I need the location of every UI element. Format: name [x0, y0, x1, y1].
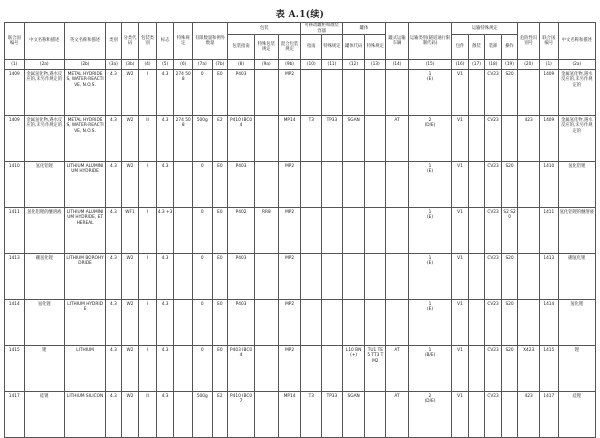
transport-category-cell	[408, 162, 451, 208]
ts-packages-cell: V1	[452, 392, 469, 438]
special-provisions-cell: 274 508	[174, 116, 193, 162]
transport-category-cell	[408, 208, 451, 254]
header-labels: 标志	[156, 23, 174, 60]
tunnel-code-value: (E)	[427, 261, 434, 267]
cn-name-2-cell: 氢化铝锂的醚溶液	[558, 208, 595, 254]
col-num: (6)	[174, 60, 193, 70]
hazard-id-cell	[518, 162, 540, 208]
un-no-cell: 1414	[5, 300, 25, 346]
header-pkg-instructions: 包装指南	[228, 35, 255, 60]
transport-category-cell	[408, 346, 451, 392]
class-cell: 4.3	[106, 162, 121, 208]
transport-category-value: 1	[428, 256, 432, 261]
ts-loading-cell: CV23	[485, 116, 502, 162]
pt-instructions-cell	[301, 162, 322, 208]
tank-special-cell	[365, 300, 386, 346]
col-num: (14)	[386, 60, 409, 70]
tank-special-cell	[365, 116, 386, 162]
tunnel-code-value: (D/E)	[424, 123, 436, 129]
header-ts-operation: 操作	[501, 35, 518, 60]
transport-category-value: 1	[428, 210, 432, 215]
tank-code-cell	[342, 208, 365, 254]
excepted-qty-cell: E0	[212, 162, 228, 208]
table-row	[5, 254, 596, 300]
pkg-special-cell	[254, 254, 278, 300]
header-pt-special: 特殊规定	[322, 35, 343, 60]
special-provisions-cell	[174, 346, 193, 392]
tank-code-cell	[342, 300, 365, 346]
cn-name-cell: 氢化铝锂	[24, 162, 64, 208]
cn-name-2-cell: 氢化铝锂	[558, 162, 595, 208]
pt-instructions-cell	[301, 70, 322, 116]
pkg-special-cell	[254, 300, 278, 346]
pt-instructions-cell	[301, 346, 322, 392]
col-num: (19)	[501, 60, 518, 70]
un-no-2-cell: 1410	[540, 162, 559, 208]
ts-operation-cell	[501, 392, 518, 438]
header-tank-code: 罐体代码	[342, 35, 365, 60]
col-num: (9b)	[278, 60, 301, 70]
ts-packages-cell: V1	[452, 300, 469, 346]
pt-special-cell: TP33	[322, 392, 343, 438]
class-code-cell: W2	[121, 116, 139, 162]
tank-special-cell	[365, 70, 386, 116]
col-num: (10)	[301, 60, 322, 70]
class-code-cell: WF1	[121, 208, 139, 254]
class-code-cell: W2	[121, 162, 139, 208]
limited-qty-cell: 0	[192, 208, 212, 254]
cn-name-2-cell: 硼氢化锂	[558, 254, 595, 300]
ts-loading-cell: CV23	[485, 392, 502, 438]
transport-category-cell	[408, 392, 451, 438]
en-name-cell: LITHIUM HYDRIDE	[64, 300, 105, 346]
table-row	[5, 208, 596, 254]
tank-special-cell	[365, 254, 386, 300]
limited-qty-cell: 0	[192, 254, 212, 300]
cn-name-cell: 氢化铝锂的醚溶液	[24, 208, 64, 254]
ts-bulk-cell	[468, 300, 485, 346]
header-ts-loading: 装卸	[485, 35, 502, 60]
limited-qty-cell: 0	[192, 70, 212, 116]
hazard-id-cell	[518, 208, 540, 254]
labels-cell: 4.3	[156, 346, 174, 392]
pkg-instructions-cell: P403 IBC04	[228, 346, 255, 392]
packing-group-cell: I	[139, 162, 157, 208]
pt-instructions-cell	[301, 208, 322, 254]
un-no-2-cell: 1415	[540, 346, 559, 392]
transport-category-value: 1	[428, 302, 432, 307]
vehicle-cell: AT	[386, 346, 409, 392]
labels-cell: 4.3	[156, 392, 174, 438]
header-portable-tank: 可移动罐柜和散装容器	[301, 23, 342, 35]
pt-instructions-cell	[301, 254, 322, 300]
pt-special-cell	[322, 162, 343, 208]
en-name-cell: LITHIUM BOROHYDRIDE	[64, 254, 105, 300]
class-cell: 4.3	[106, 116, 121, 162]
packing-group-cell: I	[139, 254, 157, 300]
header-ts-bulk: 散装	[468, 35, 485, 60]
ts-operation-cell: S20	[501, 346, 518, 392]
un-no-cell: 1415	[5, 346, 25, 392]
ts-operation-cell: S20	[501, 162, 518, 208]
tank-special-cell	[365, 208, 386, 254]
class-cell: 4.3	[106, 254, 121, 300]
tank-special-cell	[365, 392, 386, 438]
header-vehicle: 罐式运输车辆	[386, 23, 409, 60]
cn-name-cell: 金属氢化物,遇水反应的,未另作规定的	[24, 116, 64, 162]
packing-group-cell: I	[139, 70, 157, 116]
limited-qty-cell: 0	[192, 300, 212, 346]
labels-cell: 4.3	[156, 162, 174, 208]
en-name-cell: LITHIUM ALUMINIUM HYDRIDE	[64, 162, 105, 208]
tunnel-code-value: (E)	[427, 307, 434, 313]
transport-category-cell	[408, 70, 451, 116]
pkg-instructions-cell: P403	[228, 254, 255, 300]
transport-category-value: 2	[428, 118, 432, 123]
header-class-code: 分类代码	[121, 23, 139, 60]
pkg-special-cell	[254, 346, 278, 392]
un-no-2-cell: 1417	[540, 392, 559, 438]
class-cell: 4.3	[106, 208, 121, 254]
hazard-id-cell	[518, 70, 540, 116]
header-cn-name: 中文名称和描述	[24, 23, 64, 60]
class-code-cell: W2	[121, 300, 139, 346]
col-num: (2a)	[558, 60, 595, 70]
header-un-no-2: 联合国编号	[540, 23, 559, 60]
tunnel-code-value: (E)	[427, 77, 434, 83]
ts-loading-cell: CV23	[485, 254, 502, 300]
special-provisions-cell	[174, 254, 193, 300]
hazard-id-cell: 423	[518, 116, 540, 162]
transport-category-value: 1	[428, 72, 432, 77]
transport-category-cell	[408, 254, 451, 300]
header-class: 类别	[106, 23, 121, 60]
header-packing-group: 包装类别	[139, 23, 157, 60]
pt-instructions-cell	[301, 300, 322, 346]
ts-loading-cell: CV23	[485, 162, 502, 208]
header-tank: 罐体	[342, 23, 385, 35]
col-num: (20)	[518, 60, 540, 70]
col-num: (7a)	[192, 60, 212, 70]
table-row	[5, 300, 596, 346]
cn-name-cell: 硅锂	[24, 392, 64, 438]
col-num: (3a)	[106, 60, 121, 70]
col-num: (11)	[322, 60, 343, 70]
ts-bulk-cell	[468, 116, 485, 162]
header-ts-packages: 包件	[452, 35, 469, 60]
table-title: 表 A.1(续)	[275, 10, 325, 20]
class-code-cell: W2	[121, 392, 139, 438]
tank-code-cell: L10 BN (+)	[342, 346, 365, 392]
excepted-qty-cell: E0	[212, 208, 228, 254]
header-pkg-special: 特殊包装规定	[254, 35, 278, 60]
col-num: (2a)	[24, 60, 64, 70]
en-name-cell: LITHIUM	[64, 346, 105, 392]
header-transport-category: 运输类别(隧道通行限制代码)	[408, 23, 451, 60]
pt-special-cell	[322, 300, 343, 346]
excepted-qty-cell: E0	[212, 70, 228, 116]
col-num: (7b)	[212, 60, 228, 70]
vehicle-cell	[386, 70, 409, 116]
ts-loading-cell: CV23	[485, 70, 502, 116]
excepted-qty-cell: E0	[212, 254, 228, 300]
vehicle-cell	[386, 300, 409, 346]
tunnel-code-value: (E)	[427, 169, 434, 175]
ts-packages-cell: V1	[452, 346, 469, 392]
ts-bulk-cell	[468, 346, 485, 392]
excepted-qty-cell: E2	[212, 392, 228, 438]
un-no-cell: 1411	[5, 208, 25, 254]
un-no-2-cell: 1411	[540, 208, 559, 254]
tank-code-cell: SGAN	[342, 392, 365, 438]
packing-group-cell: I	[139, 346, 157, 392]
header-tank-special: 特殊规定	[365, 35, 386, 60]
class-cell: 4.3	[106, 300, 121, 346]
en-name-cell: LITHIUM ALUMINIUM HYDRIDE, ETHEREAL	[64, 208, 105, 254]
un-no-cell: 1409	[5, 116, 25, 162]
pkg-instructions-cell: P410 IBC07	[228, 392, 255, 438]
pkg-mixed-cell: MP2	[278, 300, 301, 346]
pt-special-cell	[322, 70, 343, 116]
cn-name-2-cell: 金属氢化物,遇水反应的,未另作规定的	[558, 70, 595, 116]
packing-group-cell: II	[139, 116, 157, 162]
col-num: (5)	[156, 60, 174, 70]
ts-packages-cell: V1	[452, 70, 469, 116]
special-provisions-cell	[174, 208, 193, 254]
pkg-mixed-cell: MP2	[278, 208, 301, 254]
vehicle-cell	[386, 254, 409, 300]
vehicle-cell: AT	[386, 392, 409, 438]
table-row	[5, 162, 596, 208]
cn-name-2-cell: 硅锂	[558, 392, 595, 438]
ts-loading-cell: CV23	[485, 300, 502, 346]
pt-instructions-cell: T3	[301, 392, 322, 438]
ts-operation-cell: S20	[501, 254, 518, 300]
header-pt-instructions: 指南	[301, 35, 322, 60]
ts-bulk-cell	[468, 392, 485, 438]
labels-cell: 4.3	[156, 300, 174, 346]
un-no-2-cell: 1409	[540, 70, 559, 116]
ts-loading-cell: CV23	[485, 346, 502, 392]
header-un-no: 联合国编号	[5, 23, 25, 60]
limited-qty-cell: 500g	[192, 116, 212, 162]
ts-bulk-cell	[468, 162, 485, 208]
ts-operation-cell	[501, 116, 518, 162]
vehicle-cell	[386, 162, 409, 208]
special-provisions-cell	[174, 162, 193, 208]
dangerous-goods-table	[4, 22, 596, 438]
pkg-instructions-cell: P402	[228, 208, 255, 254]
pkg-mixed-cell: MP2	[278, 254, 301, 300]
col-num: (1)	[5, 60, 25, 70]
special-provisions-cell: 274 508	[174, 70, 193, 116]
excepted-qty-cell: E0	[212, 300, 228, 346]
header-limited-excepted: 有限数量和例外数量	[192, 23, 227, 60]
col-num: (15)	[408, 60, 451, 70]
cn-name-cell: 硼氢化锂	[24, 254, 64, 300]
labels-cell: 4.3 +3	[156, 208, 174, 254]
transport-category-value: 1	[428, 164, 432, 169]
un-no-cell: 1417	[5, 392, 25, 438]
un-no-cell: 1409	[5, 70, 25, 116]
en-name-cell: METAL HYDRIDES, WATER-REACTIVE, N.O.S.	[64, 116, 105, 162]
header-packaging: 包装	[228, 23, 301, 35]
pt-special-cell	[322, 254, 343, 300]
col-num: (1)	[540, 60, 559, 70]
un-no-cell: 1413	[5, 254, 25, 300]
pt-special-cell	[322, 208, 343, 254]
ts-bulk-cell	[468, 70, 485, 116]
col-num: (16)	[452, 60, 469, 70]
pkg-instructions-cell: P403	[228, 70, 255, 116]
transport-category-cell	[408, 300, 451, 346]
hazard-id-cell: 423	[518, 392, 540, 438]
cn-name-2-cell: 氢化锂	[558, 300, 595, 346]
ts-packages-cell: V1	[452, 208, 469, 254]
col-num: (3b)	[121, 60, 139, 70]
header-transport-special: 运输特殊规定	[452, 23, 518, 35]
packing-group-cell: I	[139, 208, 157, 254]
limited-qty-cell: 0	[192, 346, 212, 392]
tunnel-code-value: (B/E)	[424, 353, 436, 359]
class-cell: 4.3	[106, 346, 121, 392]
pt-special-cell	[322, 346, 343, 392]
pkg-special-cell	[254, 392, 278, 438]
un-no-2-cell: 1414	[540, 300, 559, 346]
tank-special-cell	[365, 162, 386, 208]
table-row	[5, 346, 596, 392]
tank-special-cell: TU1 TE5 TT3 TM2	[365, 346, 386, 392]
cn-name-2-cell: 锂	[558, 346, 595, 392]
ts-operation-cell: S20	[501, 300, 518, 346]
limited-qty-cell: 500g	[192, 392, 212, 438]
pkg-special-cell	[254, 70, 278, 116]
vehicle-cell	[386, 208, 409, 254]
cn-name-cell: 氢化锂	[24, 300, 64, 346]
pkg-mixed-cell: MP2	[278, 162, 301, 208]
class-code-cell: W2	[121, 70, 139, 116]
ts-packages-cell: V1	[452, 254, 469, 300]
col-num: (13)	[365, 60, 386, 70]
pkg-mixed-cell: MP2	[278, 346, 301, 392]
tank-code-cell	[342, 162, 365, 208]
un-no-cell: 1410	[5, 162, 25, 208]
col-num: (18)	[485, 60, 502, 70]
tunnel-code-value: (D/E)	[424, 399, 436, 405]
pkg-instructions-cell: P403	[228, 162, 255, 208]
en-name-cell: METAL HYDRIDES, WATER-REACTIVE, N.O.S.	[64, 70, 105, 116]
class-cell: 4.3	[106, 70, 121, 116]
pkg-mixed-cell: MP14	[278, 116, 301, 162]
labels-cell: 4.3	[156, 116, 174, 162]
special-provisions-cell	[174, 392, 193, 438]
transport-category-cell	[408, 116, 451, 162]
en-name-cell: LITHIUM SILICON	[64, 392, 105, 438]
tank-code-cell	[342, 254, 365, 300]
labels-cell: 4.3	[156, 70, 174, 116]
pkg-special-cell: RR8	[254, 208, 278, 254]
limited-qty-cell: 0	[192, 162, 212, 208]
excepted-qty-cell: E2	[212, 116, 228, 162]
header-cn-name-2: 中文名称和描述	[558, 23, 595, 60]
header-special-provisions: 特殊规定	[174, 23, 193, 60]
class-cell: 4.3	[106, 392, 121, 438]
pkg-mixed-cell: MP14	[278, 392, 301, 438]
un-no-2-cell: 1413	[540, 254, 559, 300]
hazard-id-cell: X423	[518, 346, 540, 392]
tank-code-cell	[342, 70, 365, 116]
cn-name-cell: 锂	[24, 346, 64, 392]
ts-bulk-cell	[468, 208, 485, 254]
ts-bulk-cell	[468, 254, 485, 300]
packing-group-cell: II	[139, 392, 157, 438]
tank-code-cell: SGAN	[342, 116, 365, 162]
packing-group-cell: I	[139, 300, 157, 346]
special-provisions-cell	[174, 300, 193, 346]
column-number-row	[5, 60, 596, 70]
ts-packages-cell: V1	[452, 162, 469, 208]
header-pkg-mixed: 混合包装规定	[278, 35, 301, 60]
col-num: (12)	[342, 60, 365, 70]
hazard-id-cell	[518, 300, 540, 346]
cn-name-cell: 金属氢化物,遇水反应的,未另作规定的	[24, 70, 64, 116]
pt-special-cell: TP33	[322, 116, 343, 162]
table-row	[5, 70, 596, 116]
ts-loading-cell: CV23	[485, 208, 502, 254]
pkg-mixed-cell: MP2	[278, 70, 301, 116]
table-row	[5, 116, 596, 162]
transport-category-value: 1	[428, 348, 432, 353]
un-no-2-cell: 1409	[540, 116, 559, 162]
class-code-cell: W2	[121, 254, 139, 300]
ts-packages-cell: V1	[452, 116, 469, 162]
col-num: (17)	[468, 60, 485, 70]
transport-category-value: 2	[428, 394, 432, 399]
tunnel-code-value: (E)	[427, 215, 434, 221]
pkg-special-cell	[254, 162, 278, 208]
ts-operation-cell: S20	[501, 70, 518, 116]
pkg-instructions-cell: P410 IBC04	[228, 116, 255, 162]
header-hazard-id: 危险性识别号	[518, 23, 540, 60]
header-en-name: 英文名称和描述	[64, 23, 105, 60]
labels-cell: 4.3	[156, 254, 174, 300]
col-num: (4)	[139, 60, 157, 70]
excepted-qty-cell: E0	[212, 346, 228, 392]
pkg-instructions-cell: P403	[228, 300, 255, 346]
hazard-id-cell	[518, 254, 540, 300]
pkg-special-cell	[254, 116, 278, 162]
pt-instructions-cell: T3	[301, 116, 322, 162]
vehicle-cell: AT	[386, 116, 409, 162]
col-num: (9a)	[254, 60, 278, 70]
class-code-cell: W2	[121, 346, 139, 392]
ts-operation-cell: S2 S20	[501, 208, 518, 254]
table-body	[5, 70, 596, 438]
col-num: (8)	[228, 60, 255, 70]
cn-name-2-cell: 金属氢化物,遇水反应的,未另作规定的	[558, 116, 595, 162]
col-num: (2b)	[64, 60, 105, 70]
table-row	[5, 392, 596, 438]
